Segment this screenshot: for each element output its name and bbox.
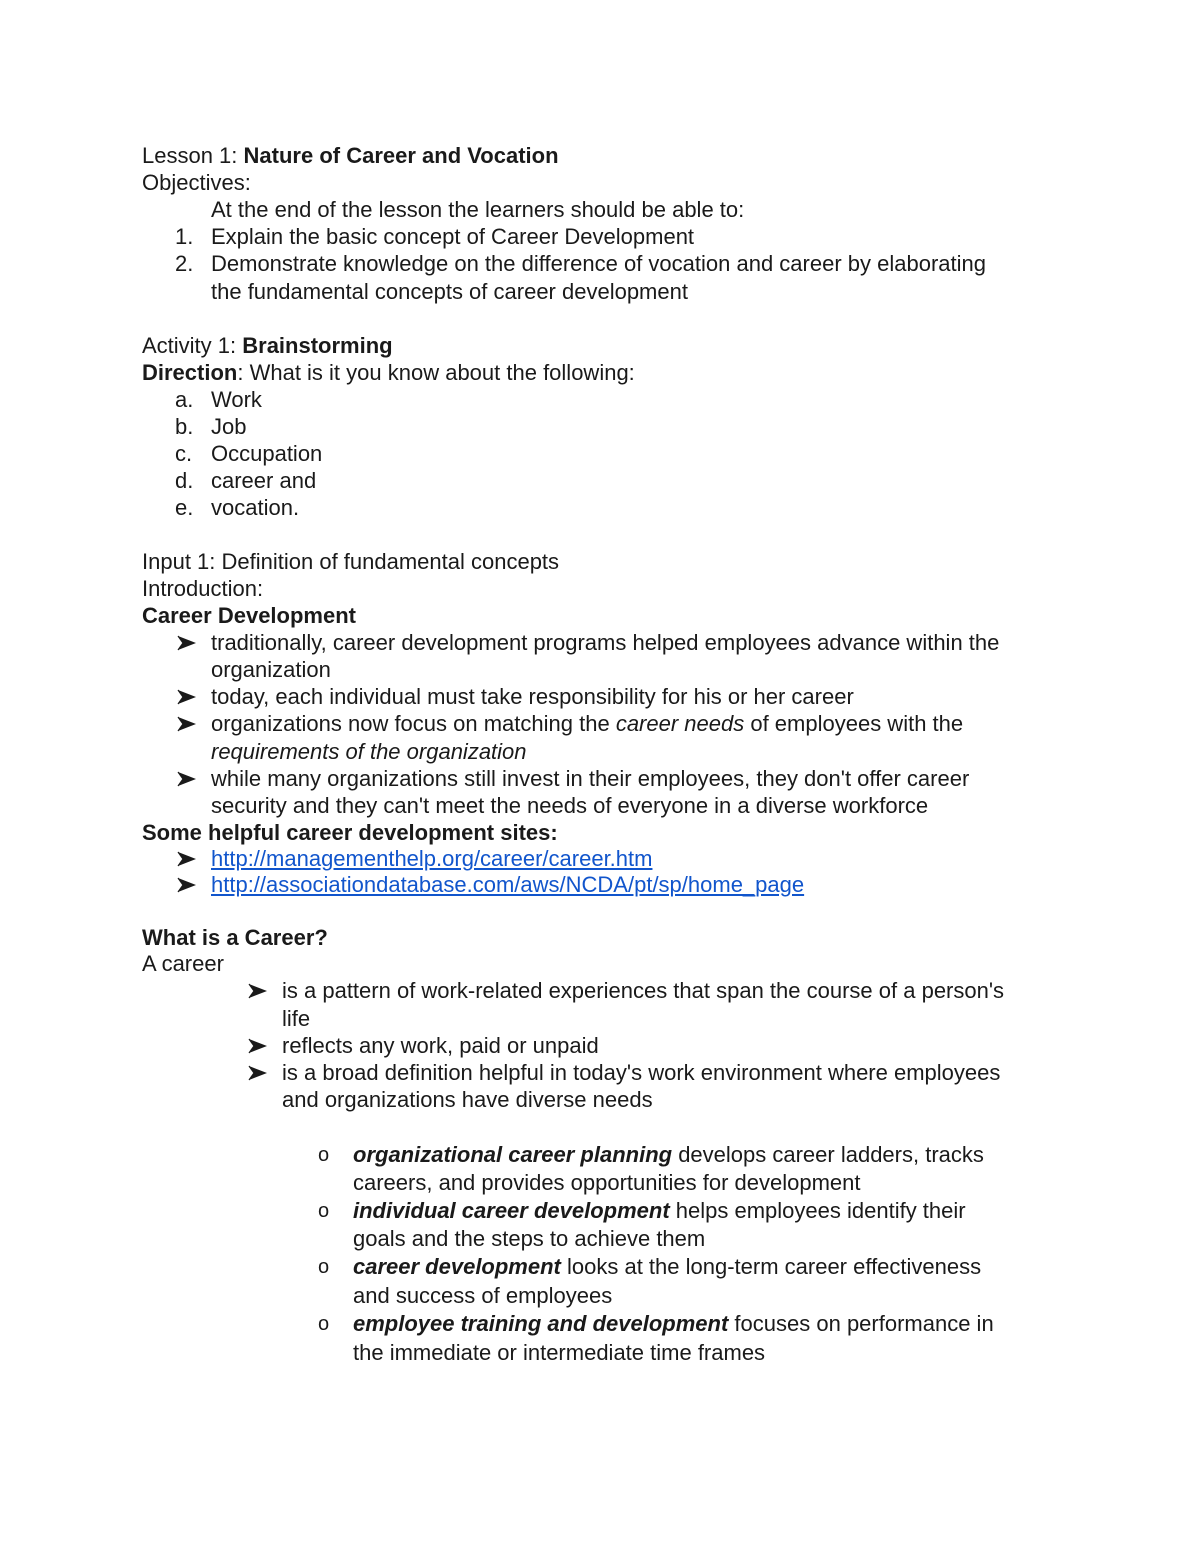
list-letter: c. bbox=[175, 441, 193, 466]
arrow-bullet-icon bbox=[248, 1038, 268, 1054]
list-letter: a. bbox=[175, 387, 194, 412]
site-link[interactable]: http://managementhelp.org/career/career.htm bbox=[211, 846, 653, 871]
activity-title bbox=[142, 332, 393, 359]
bullet-text-part: organizations now focus on matching the bbox=[211, 711, 616, 736]
career-intro: A career bbox=[142, 951, 224, 976]
bullet-text: and organizations have diverse needs bbox=[282, 1087, 653, 1112]
objectives-heading: Objectives: bbox=[142, 170, 251, 195]
circle-bullet-icon: o bbox=[318, 1313, 330, 1335]
bullet-text: life bbox=[282, 1006, 311, 1031]
term: individual career development bbox=[353, 1198, 670, 1223]
sub-bullet-text: careers, and provides opportunities for development bbox=[353, 1170, 861, 1195]
list-letter: d. bbox=[175, 468, 194, 493]
arrow-bullet-icon bbox=[177, 716, 197, 732]
arrow-bullet-icon bbox=[177, 851, 197, 867]
input-title: Input 1: Definition of fundamental concepts bbox=[142, 549, 560, 574]
sub-bullet-text bbox=[353, 1197, 966, 1224]
bullet-text: today, each individual must take responsibility for his or her career bbox=[211, 684, 854, 709]
input-intro: Introduction: bbox=[142, 576, 264, 601]
arrow-bullet-icon bbox=[177, 877, 197, 893]
term-description: helps employees identify their bbox=[669, 1198, 966, 1223]
list-item: vocation. bbox=[211, 495, 300, 520]
sites-heading: Some helpful career development sites: bbox=[142, 820, 558, 845]
circle-bullet-icon: o bbox=[318, 1144, 330, 1166]
arrow-bullet-icon bbox=[177, 635, 197, 651]
sub-bullet-text bbox=[353, 1310, 994, 1337]
circle-bullet-icon: o bbox=[318, 1200, 330, 1222]
site-link[interactable]: http://associationdatabase.com/aws/NCDA/pt/sp/home_page bbox=[211, 872, 805, 897]
lesson-prefix: Lesson 1: bbox=[142, 143, 244, 168]
objective-text: Explain the basic concept of Career Development bbox=[211, 224, 695, 249]
emphasis-text: career needs bbox=[615, 711, 745, 736]
bullet-text-part: of employees with the bbox=[744, 711, 964, 736]
lesson-name: Nature of Career and Vocation bbox=[243, 143, 559, 168]
term-description: develops career ladders, tracks bbox=[672, 1142, 984, 1167]
bullet-text: is a broad definition helpful in today's work environment where employees bbox=[282, 1060, 1001, 1085]
term: employee training and development bbox=[353, 1311, 729, 1336]
bullet-text: traditionally, career development programs helped employees advance within the bbox=[211, 630, 1000, 655]
bullet-text: reflects any work, paid or unpaid bbox=[282, 1033, 599, 1058]
sub-bullet-text bbox=[353, 1253, 981, 1280]
bullet-text: security and they can't meet the needs of everyone in a diverse workforce bbox=[211, 793, 929, 818]
arrow-bullet-icon bbox=[248, 983, 268, 999]
objectives-intro: At the end of the lesson the learners should be able to: bbox=[211, 197, 745, 222]
list-letter: e. bbox=[175, 495, 194, 520]
arrow-bullet-icon bbox=[177, 689, 197, 705]
term: organizational career planning bbox=[353, 1142, 673, 1167]
sub-bullet-text: and success of employees bbox=[353, 1283, 613, 1308]
term: career development bbox=[353, 1254, 561, 1279]
activity-direction bbox=[142, 359, 635, 386]
emphasis-text: requirements of the organization bbox=[211, 739, 527, 764]
direction-text: : What is it you know about the following: bbox=[237, 360, 635, 385]
arrow-bullet-icon bbox=[177, 771, 197, 787]
list-letter: b. bbox=[175, 414, 194, 439]
objective-text: Demonstrate knowledge on the difference of vocation and career by elaborating bbox=[211, 251, 986, 276]
direction-label: Direction bbox=[142, 360, 238, 385]
bullet-text: is a pattern of work-related experiences that span the course of a person's bbox=[282, 978, 1005, 1003]
career-development-heading: Career Development bbox=[142, 603, 356, 628]
circle-bullet-icon: o bbox=[318, 1256, 330, 1278]
site-item bbox=[211, 845, 652, 872]
list-item: career and bbox=[211, 468, 317, 493]
list-item: Job bbox=[211, 414, 247, 439]
lesson-title bbox=[142, 142, 559, 169]
sub-bullet-text: goals and the steps to achieve them bbox=[353, 1226, 706, 1251]
arrow-bullet-icon bbox=[248, 1065, 268, 1081]
bullet-text: while many organizations still invest in their employees, they don't offer career bbox=[211, 766, 970, 791]
bullet-text: organization bbox=[211, 657, 331, 682]
career-heading: What is a Career? bbox=[142, 925, 328, 950]
term-description: looks at the long-term career effectiveness bbox=[560, 1254, 982, 1279]
site-item bbox=[211, 871, 804, 898]
objective-number: 1. bbox=[175, 224, 194, 249]
activity-name: Brainstorming bbox=[242, 333, 393, 358]
list-item: Work bbox=[211, 387, 262, 412]
objective-text: the fundamental concepts of career development bbox=[211, 279, 688, 304]
sub-bullet-text: the immediate or intermediate time frames bbox=[353, 1340, 766, 1365]
term-description: focuses on performance in bbox=[728, 1311, 994, 1336]
objective-number: 2. bbox=[175, 251, 194, 276]
list-item: Occupation bbox=[211, 441, 323, 466]
activity-prefix: Activity 1: bbox=[142, 333, 243, 358]
sub-bullet-text bbox=[353, 1141, 984, 1168]
bullet-text bbox=[211, 710, 963, 737]
